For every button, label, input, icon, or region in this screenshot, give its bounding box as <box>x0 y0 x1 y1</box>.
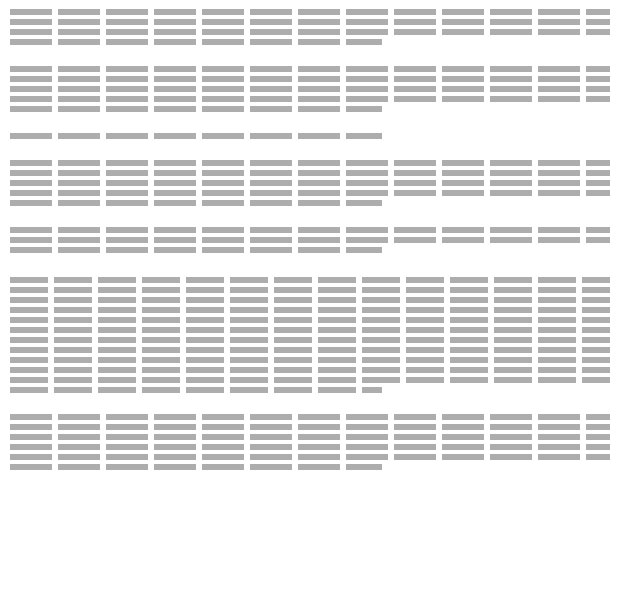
omens-paragraph <box>10 144 610 206</box>
text-line-placeholder <box>10 180 610 186</box>
text-line-placeholder <box>10 133 382 139</box>
text-line-placeholder <box>10 347 610 353</box>
text-line-placeholder <box>10 96 610 102</box>
intro-paragraph <box>10 9 610 45</box>
text-line-placeholder <box>10 247 382 253</box>
text-line-placeholder <box>10 76 610 82</box>
text-line-placeholder <box>10 287 610 293</box>
text-line-placeholder <box>10 86 610 92</box>
text-line-placeholder <box>10 444 610 450</box>
text-line-placeholder <box>10 327 610 333</box>
text-line-placeholder <box>10 424 610 430</box>
text-line-placeholder <box>10 190 610 196</box>
text-line-placeholder <box>10 377 610 383</box>
text-line-placeholder <box>10 414 610 420</box>
text-line-placeholder <box>10 160 610 166</box>
best-case-paragraph <box>10 261 610 393</box>
dreams-paragraph <box>10 211 610 253</box>
text-line-placeholder <box>10 367 610 373</box>
text-line-placeholder <box>10 317 610 323</box>
text-line-placeholder <box>10 227 610 233</box>
text-line-placeholder <box>10 29 610 35</box>
text-line-placeholder <box>10 434 610 440</box>
worst-case-paragraph <box>10 398 610 470</box>
text-line-placeholder <box>10 170 610 176</box>
text-line-placeholder <box>10 454 610 460</box>
text-line-placeholder <box>10 237 610 243</box>
text-line-placeholder <box>10 357 610 363</box>
text-line-placeholder <box>10 297 610 303</box>
text-line-placeholder <box>10 200 382 206</box>
text-line-placeholder <box>10 39 382 45</box>
text-line-placeholder <box>10 106 382 112</box>
text-line-placeholder <box>10 307 610 313</box>
text-line-placeholder <box>10 9 610 15</box>
text-line-placeholder <box>10 387 382 393</box>
text-line-placeholder <box>10 464 382 470</box>
food-paragraph <box>10 50 610 112</box>
text-line-placeholder <box>10 277 610 283</box>
text-line-placeholder <box>10 337 610 343</box>
text-line-placeholder <box>10 66 610 72</box>
clothing-paragraph <box>10 117 610 139</box>
text-line-placeholder <box>10 19 610 25</box>
